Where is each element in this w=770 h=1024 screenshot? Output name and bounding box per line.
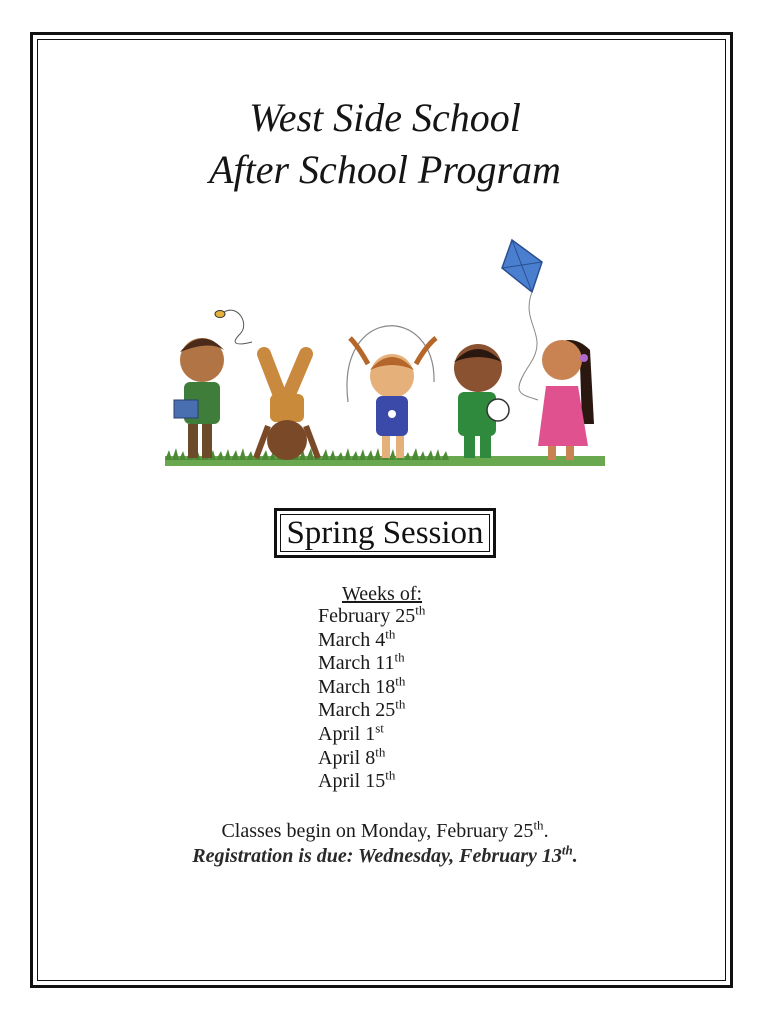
child-soccer-ball xyxy=(454,344,509,458)
week-item: March 25th xyxy=(318,696,406,722)
child-with-books xyxy=(174,338,224,458)
title-line-program: After School Program xyxy=(209,147,561,192)
child-jump-rope xyxy=(347,326,436,458)
weeks-list xyxy=(318,602,426,794)
children-playing-illustration xyxy=(160,234,610,474)
kite-icon xyxy=(502,240,542,400)
child-pink-dress xyxy=(538,340,594,460)
weeks-heading: Weeks of: xyxy=(342,583,423,605)
title-line-school: West Side School xyxy=(249,95,521,140)
week-item: March 11th xyxy=(318,649,405,675)
week-item: April 1st xyxy=(318,720,384,745)
child-handstand xyxy=(256,354,318,460)
registration-due-notice: Registration is due: Wednesday, February 13th. xyxy=(192,842,578,867)
bee-icon xyxy=(215,310,252,344)
week-item: April 8th xyxy=(318,743,386,769)
week-item: March 18th xyxy=(318,673,406,698)
week-item: March 4th xyxy=(318,625,396,651)
classes-begin-notice: Classes begin on Monday, February 25th. xyxy=(221,817,549,842)
page-title xyxy=(0,92,770,196)
session-label-box xyxy=(274,508,496,558)
session-label: Spring Session xyxy=(280,514,490,552)
week-item: April 15th xyxy=(318,767,396,793)
week-item: February 25th xyxy=(318,602,426,627)
